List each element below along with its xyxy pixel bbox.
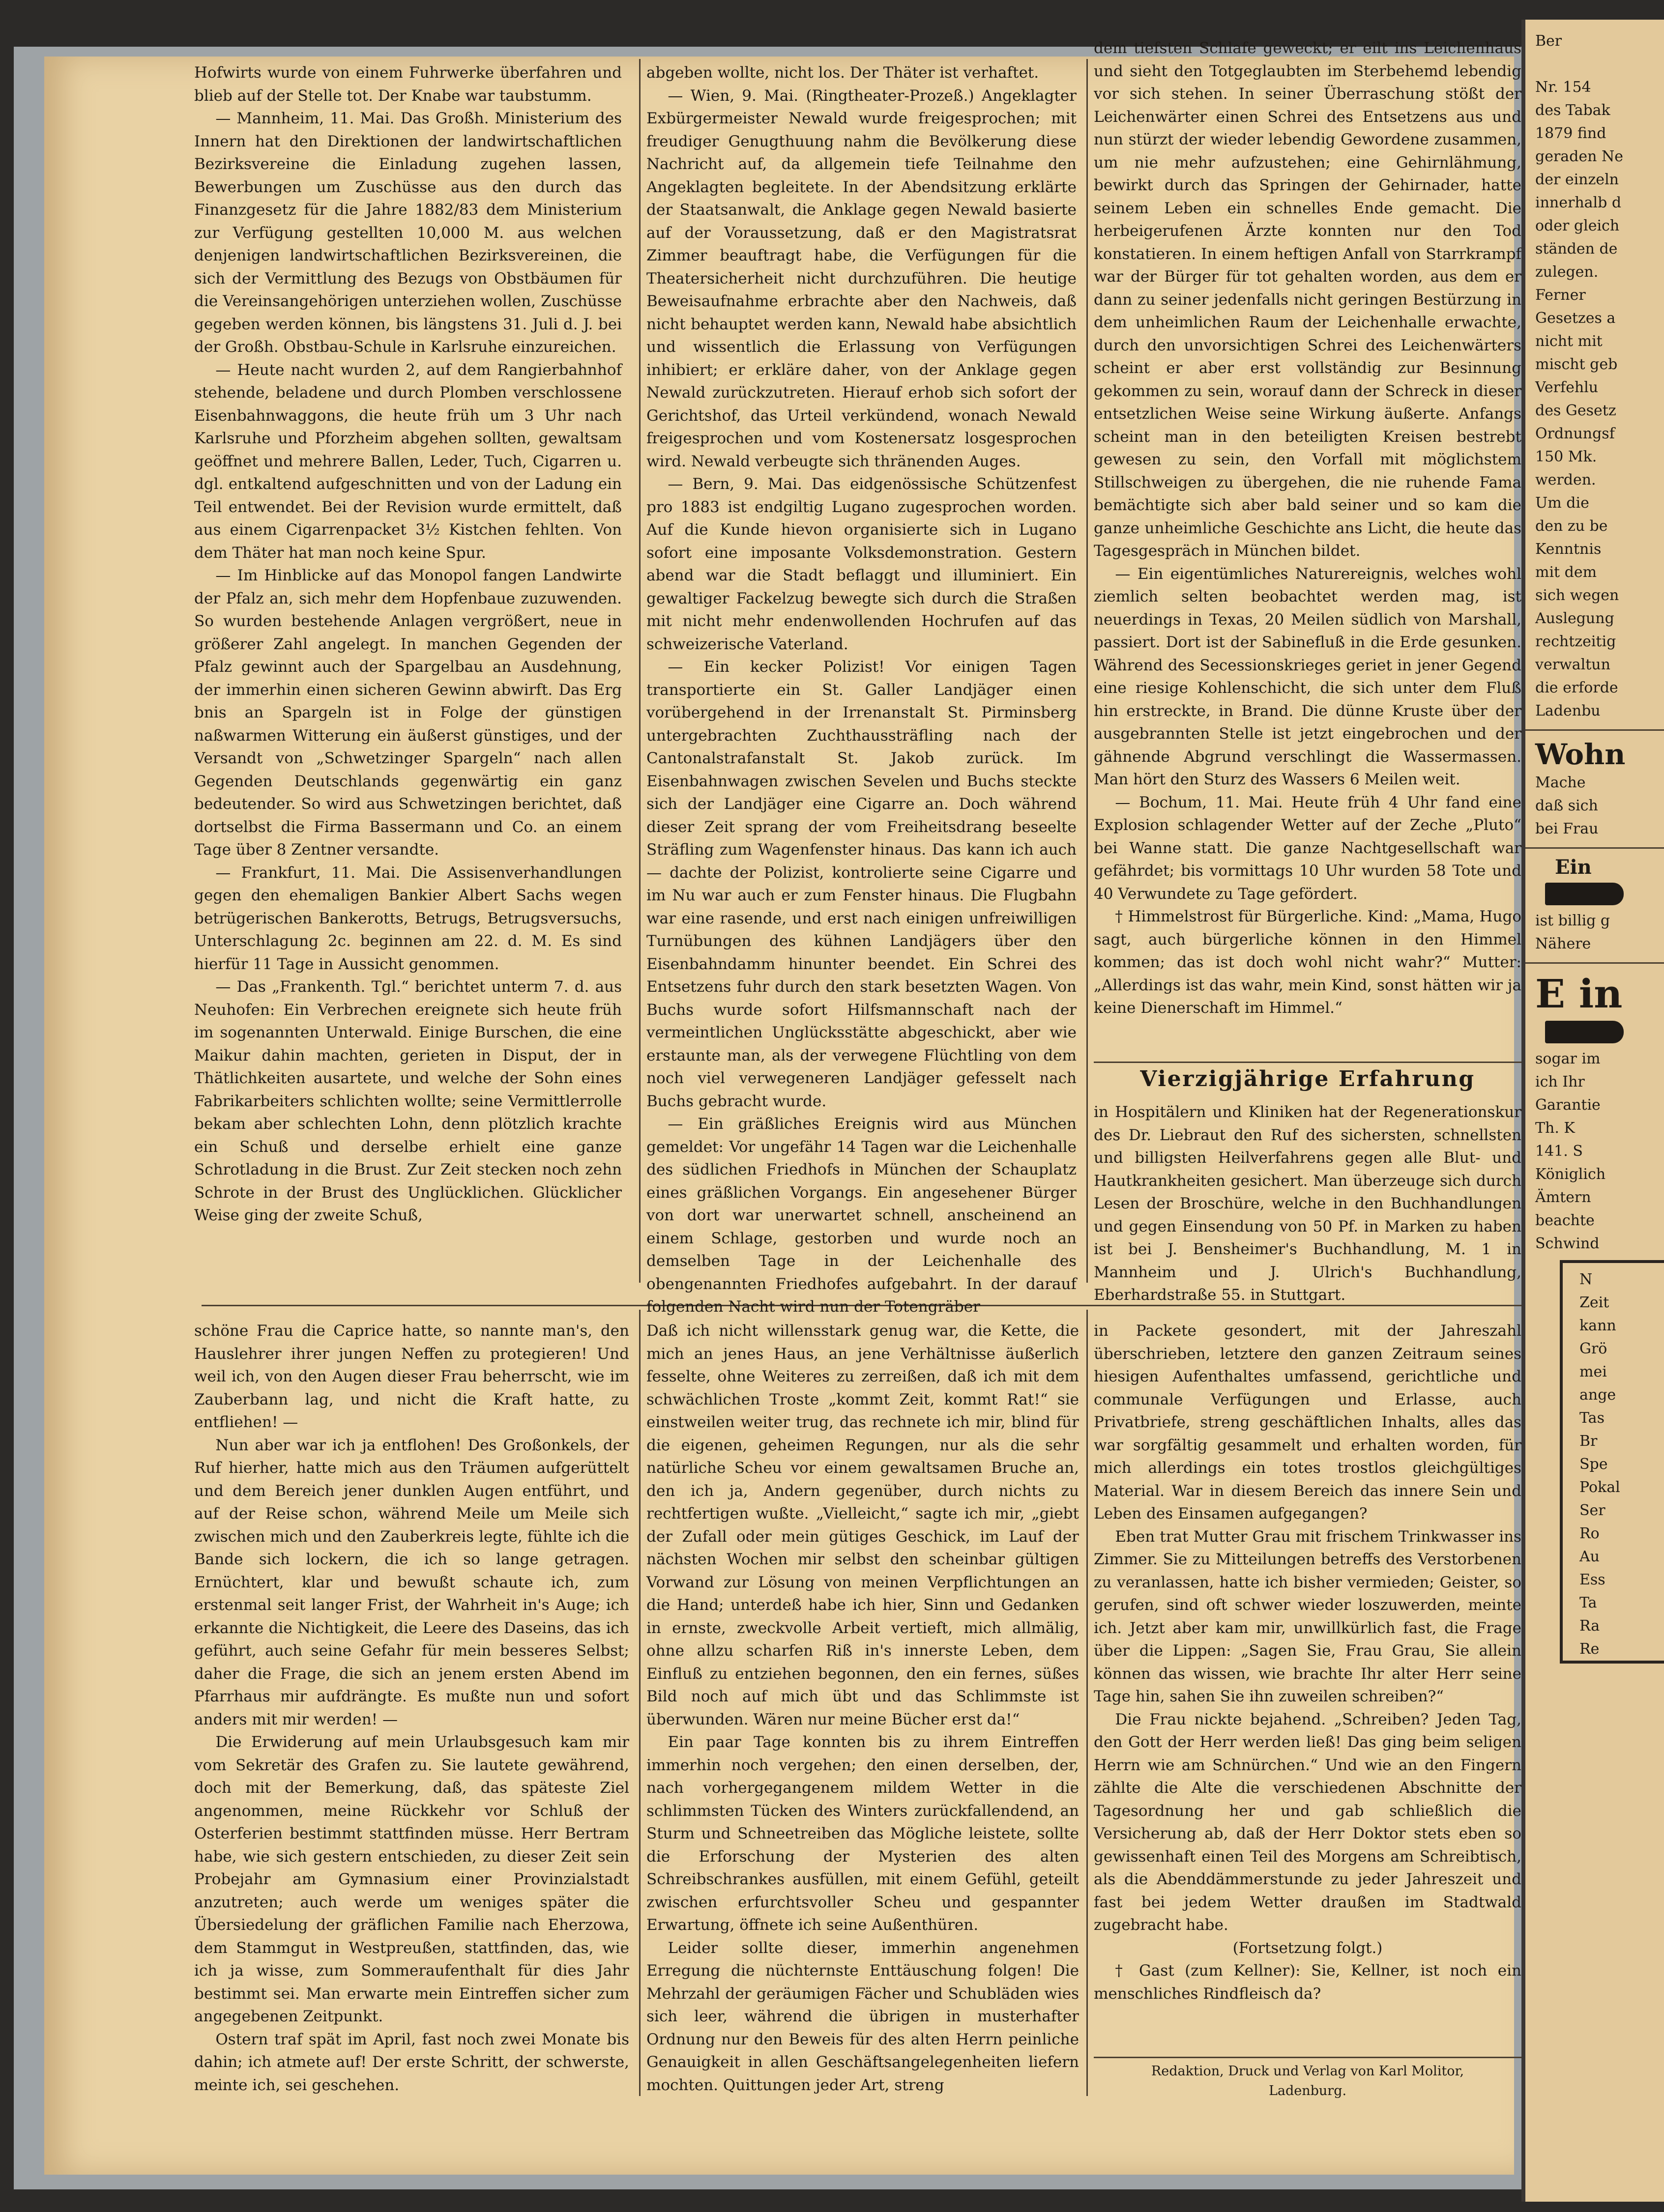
- adjacent-text-line: mei: [1579, 1363, 1607, 1380]
- adjacent-text-line: mischt geb: [1535, 356, 1618, 373]
- paragraph: † Himmelstrost für Bürgerliche. Kind: „Mama, Hugo sagt, auch bürgerliche können in den Himmel kommen; das ist doch wohl nicht wahr?“ Mutter: „Allerdings ist das wahr, mein Kind, sonst hätten wir ja keine Dienerschaft im Himmel.“: [1094, 908, 1521, 1017]
- paragraph: Die Erwiderung auf mein Urlaubsgesuch kam mir vom Sekretär des Grafen zu. Sie lautete gewährend, doch mit der Bemerkung, daß, das späteste Ziel angenommen, meine Rückkehr vor Schluß der Osterferien bestimmt stattfinden müsse. Herr Bertram habe, wie sich gestern entschieden, zu dieser Zeit sein Probejahr am Gymnasium einer Provinzialstadt anzutreten; auch werde um weniges später die Übersiedelung der gräflichen Familie nach Eherzowa, dem Stammgut in Westpreußen, stattfinden, das, wie ich ja wisse, zum Sommeraufenthalt für dies Jahr bestimmt sei. Man erwarte mein Eintreffen sicher zum angegebenen Zeitpunkt.: [194, 1733, 629, 2025]
- adjacent-text-line: Ferner: [1535, 287, 1586, 304]
- feuilleton-column-right: [1094, 1320, 1521, 2057]
- adjacent-text-line: geraden Ne: [1535, 148, 1624, 165]
- paragraph: schöne Frau die Caprice hatte, so nannte man's, den Hauslehrer ihrer jungen Neffen zu protegieren! Und weil ich, von den Augen dieser Frau beherrscht, wie im Zauberbann lag, und nicht die Kraft hatte, zu entfliehen! —: [194, 1322, 629, 1431]
- adjacent-text-line: innerhalb d: [1535, 194, 1622, 211]
- adjacent-text-line: bei Frau: [1535, 820, 1599, 837]
- paragraph: — Ein kecker Polizist! Vor einigen Tagen transportierte ein St. Galler Landjäger einen vorübergehend in der Irrenanstalt St. Pirminsberg untergebrachten Zuchthaussträfling nach der Cantonalstrafanstalt St. Jakob zurück. Im Eisenbahnwagen zwischen Sevelen und Buchs steckte sich der Landjäger eine Cigarre an. Doch während dieser Zeit sprang der vom Freiheitsdrang beseelte Sträfling zum Wagenfenster hinaus. Das kann ich auch — dachte der Polizist, kontrolierte seine Cigarre und im Nu war auch er zum Fenster hinaus. Die Flugbahn war eine rasende, und erst nach einigen unfreiwilligen Turnübungen des kühnen Landjägers über den Eisenbahndamm hinunter beendet. Ein Schrei des Entsetzens fuhr durch den stark besetzten Wagen. Von Buchs wurde sofort Hilfsmannschaft nach der vermeintlichen Unglücksstätte abgeschickt, aber wie erstaunte man, als der verwegene Flüchtling von dem noch viel verwegeneren Landjäger gefesselt nach Buchs gebracht wurde.: [646, 658, 1077, 1110]
- adjacent-page-top-lines: [1525, 29, 1664, 722]
- paragraph: abgeben wollte, nicht los. Der Thäter ist verhaftet.: [646, 64, 1039, 82]
- adjacent-text-line: Ser: [1579, 1502, 1606, 1519]
- paragraph: — Das „Frankenth. Tgl.“ berichtet unterm 7. d. aus Neuhofen: Ein Verbrechen ereignete sich heute früh im sogenannten Unterwald. Einige Burschen, die eine Maikur dahin machten, gerieten in Disput, der in Thätlichkeiten ausartete, und welche der Sohn eines Fabrikarbeiters schlichten wollte; seine Vermittlerrolle bekam aber schlechten Lohn, denn plötzlich krachte ein Schuß und derselbe erhielt eine ganze Schrotladung in die Brust. Zur Zeit stecken noch zehn Schrote in der Brust des Unglücklichen. Glücklicher Weise ging der zweite Schuß,: [194, 978, 622, 1224]
- paragraph: dem tiefsten Schlafe geweckt; er eilt ins Leichenhaus und sieht den Totgeglaubten im Sterbehemd lebendig vor sich stehen. In seiner Überraschung stößt der Leichenwärter einen Schrei des Entsetzens aus und nun stürzt der wieder lebendig Gewordene zusammen, um nie mehr aufzustehen; eine Gehirnlähmung, bewirkt durch das Springen der Gehirnader, hatte seinem Leben ein schnelles Ende gemacht. Die herbeigerufenen Ärzte konnten nur den Tod konstatieren. In einem heftigen Anfall von Starrkrampf war der Bürger für tot gehalten worden, aus dem er dann zu seiner jedenfalls nicht geringen Bestürzung in dem unheimlichen Raum der Leichenhalle erwachte, durch den unvorsichtigen Schrei des Leichenwärters scheint er aber erst vollständig zur Besinnung gekommen zu sein, worauf dann der Schreck in dieser entsetzlichen Weise seine Wirkung äußerte. Anfangs scheint man in den beteiligten Kreisen bestrebt gewesen zu sein, den Vorfall mit möglichstem Stillschweigen zu übergehen, die nie ruhende Fama bemächtigte sich aber bald seiner und so kam die ganze unheimliche Geschichte ans Licht, die heute das Tagesgespräch in München bildet.: [1094, 39, 1521, 560]
- paragraph: — Mannheim, 11. Mai. Das Großh. Ministerium des Innern hat den Direktionen der landwirtschaftlichen Bezirksvereine die Einladung zugehen lassen, Bewerbungen um Zuschüsse aus den durch das Finanzgesetz für die Jahre 1882/83 dem Ministerium zur Verfügung gestellten 10,000 M. aus welchen denjenigen landwirtschaftlichen Bezirksvereinen, die sich der Vermittlung des Bezugs von Obstbäumen für die Vereinsangehörigen unterziehen wollen, Zuschüsse gegeben werden können, bis längstens 31. Juli d. J. bei der Großh. Obstbau-Schule in Karlsruhe einzureichen.: [194, 110, 622, 356]
- adjacent-text-line: Ra: [1579, 1617, 1600, 1635]
- adjacent-text-line: Ber: [1535, 32, 1562, 50]
- paragraph: — Ein eigentümliches Naturereignis, welches wohl ziemlich selten beobachtet werden mag, ist neuerdings in Texas, 20 Meilen südlich von Marshall, passiert. Dort ist der Sabinefluß in die Erde gesunken. Während des Secessionskrieges geriet in jener Gegend eine riesige Kohlenschicht, die sich unter dem Fluß hin erstreckte, in Brand. Die dünne Kruste über der ausgebrannten Stelle ist jetzt eingebrochen und der gähnende Abgrund verschlingt die Wassermassen. Man hört den Sturz des Wassers 6 Meilen weit.: [1094, 565, 1521, 788]
- adjacent-text-line: Mache: [1535, 774, 1586, 791]
- adjacent-text-line: kann: [1579, 1317, 1616, 1334]
- imprint: [1094, 2062, 1521, 2101]
- adjacent-text-line: oder gleich: [1535, 217, 1620, 234]
- adjacent-text-line: Um die: [1535, 494, 1589, 512]
- adjacent-rule-3: [1525, 962, 1664, 964]
- adjacent-text-line: Auslegung: [1535, 610, 1614, 627]
- adjacent-ad-lines-3: [1525, 909, 1664, 955]
- adjacent-text-line: den zu be: [1535, 517, 1608, 535]
- adjacent-text-line: der einzeln: [1535, 171, 1619, 188]
- adjacent-text-line: Ta: [1579, 1594, 1597, 1611]
- adjacent-text-line: sogar im: [1535, 1050, 1601, 1067]
- adjacent-text-line: Gesetzes a: [1535, 310, 1616, 327]
- adjacent-text-line: ich Ihr: [1535, 1073, 1585, 1091]
- column-rule-3: [639, 1310, 641, 2096]
- adjacent-text-line: sich wegen: [1535, 587, 1619, 604]
- adjacent-text-line: 150 Mk.: [1535, 448, 1597, 465]
- adjacent-text-line: die erforde: [1535, 679, 1618, 696]
- adjacent-text-line: daß sich: [1535, 797, 1598, 814]
- adjacent-text-line: Th. K: [1535, 1120, 1575, 1137]
- adjacent-text-line: Nr. 154: [1535, 79, 1591, 96]
- adjacent-text-line: Ro: [1579, 1525, 1600, 1542]
- adjacent-text-line: ange: [1579, 1386, 1616, 1404]
- adjacent-text-line: Garantie: [1535, 1096, 1601, 1114]
- adjacent-ad-heading-2: Ein: [1555, 856, 1592, 879]
- adjacent-page: [1521, 20, 1664, 2202]
- paragraph: — Frankfurt, 11. Mai. Die Assisenverhandlungen gegen den ehemaligen Bankier Albert Sachs wegen betrügerischen Bankerotts, Betrugs, Betrugsversuchs, Unterschlagung 2c. beginnen am 22. d. M. Es sind hierfür 11 Tage in Aussicht genommen.: [194, 863, 622, 973]
- article-column-upper-middle: [646, 61, 1077, 1316]
- ad-top-rule: [1094, 1062, 1521, 1063]
- paragraph: — Ein gräßliches Ereignis wird aus München gemeldet: Vor ungefähr 14 Tagen war die Leichenhalle des südlichen Friedhofs in München der Schauplatz eines gräßlichen Vorgangs. Ein angesehener Bürger von dort war unerwartet schnell, anscheinend an einem Schlage, gestorben und wurde noch an demselben Tage in der Leichenhalle des obengenannten Friedhofes aufgebahrt. In der darauf folgenden Nacht wird nun der Totengräber: [646, 1115, 1077, 1316]
- paragraph: Daß ich nicht willensstark genug war, die Kette, die mich an jenes Haus, an jene Verhältnisse äußerlich fesselte, ohne Weiteres zu zerreißen, daß ich mit dem schwächlichen Troste „kommt Zeit, kommt Rat!“ sie einstweilen weiter trug, das rechnete ich mir, blind für die eigenen, geheimen Regungen, nur als die sehr natürliche Scheu vor einem gewaltsamen Bruche an, den ich ja, Andern gegenüber, durch nichts zu rechtfertigen wußte. „Vielleicht,“ sagte ich mir, „giebt der Zufall oder mein gütiges Geschick, im Lauf der nächsten Wochen mir selbst den scheinbar gültigen Vorwand zur Lösung von meinen Verpflichtungen an die Hand; unterdeß habe ich hier, Sinn und Gedanken in ernste, zweckvolle Arbeit vertieft, mich allmälig, ohne allzu scharfen Riß in's innerste Leben, dem Einfluß zu entziehen begonnen, den ein fernes, süßes Bild noch auf mich übt und das Schlimmste ist überwunden. Wären nur meine Bücher erst da!“: [646, 1322, 1079, 1728]
- adjacent-text-line: Au: [1579, 1548, 1600, 1565]
- paragraph: in Packete gesondert, mit der Jahreszahl überschrieben, letztere den ganzen Zeitraum seines hiesigen Aufenthaltes umfassend, gerichtliche und communale Verfügungen und Erlasse, auch Privatbriefe, streng geschäftlichen Inhalts, alles das war sorgfältig gesammelt und erhalten worden, für mich allerdings ein totes trostlos gleichgültiges Material. War in diesem Bereich das innere Sein und Leben des Einsamen aufgegangen?: [1094, 1322, 1521, 1523]
- adjacent-text-line: Ess: [1579, 1571, 1606, 1588]
- paragraph: Ostern traf spät im April, fast noch zwei Monate bis dahin; ich atmete auf! Der erste Schritt, der schwerste, meinte ich, sei geschehen.: [194, 2030, 629, 2094]
- adjacent-text-line: Schwind: [1535, 1235, 1600, 1252]
- feuilleton-column-middle: [646, 1320, 1079, 2111]
- paragraph: Leider sollte dieser, immerhin angenehmen Erregung die nüchternste Enttäuschung folgen! Die Mehrzahl der geräumigen Fächer und Schubläden wies sich leer, während die übrigen in musterhafter Ordnung nur den Beweis für des alten Herrn peinliche Genauigkeit in allen Geschäftsangelegenheiten liefern mochten. Quittungen jeder Art, streng: [646, 1939, 1079, 2094]
- adjacent-text-line: Grö: [1579, 1340, 1607, 1357]
- column-rule-4: [1086, 1310, 1088, 2096]
- article-column-upper-left: [194, 61, 622, 1302]
- adjacent-ad-heading-3: E in: [1535, 971, 1623, 1017]
- adjacent-text-line: rechtzeitig: [1535, 633, 1616, 650]
- adjacent-text-line: Kenntnis: [1535, 541, 1602, 558]
- adjacent-text-line: verwaltun: [1535, 656, 1610, 673]
- adjacent-text-line: Ladenbu: [1535, 702, 1601, 719]
- adjacent-rule-1: [1525, 729, 1664, 731]
- imprint-line-1: Redaktion, Druck und Verlag von Karl Molitor,: [1151, 2064, 1464, 2079]
- paragraph: — Im Hinblicke auf das Monopol fangen Landwirte der Pfalz an, sich mehr dem Hopfenbaue zuzuwenden. So wurden bestehende Anlagen vergrößert, neue in größerer Zahl angelegt. In manchen Gegenden der Pfalz gewinnt auch der Spargelbau an Ausdehnung, der immerhin einen sicheren Gewinn abwirft. Das Erg bnis an Spargeln ist in Folge der günstigen naßwarmen Witterung ein äußerst günstiges, und der Versandt von „Schwetzinger Spargeln“ nach allen Gegenden Deutschlands gegenwärtig ein ganz bedeutender. So wird aus Schwetzingen berichtet, daß dortselbst die Firma Bassermann und Co. an einem Tage über 8 Zentner versandte.: [194, 567, 622, 859]
- adjacent-text-line: mit dem: [1535, 564, 1597, 581]
- adjacent-text-line: Spe: [1579, 1456, 1608, 1473]
- paragraph: — Bochum, 11. Mai. Heute früh 4 Uhr fand eine Explosion schlagender Wetter auf der Zeche „Pluto“ bei Wanne statt. Die ganze Nachtgesellschaft war gefährdet; bis vormittags 10 Uhr wurden 58 Tote und 40 Verwundete zu Tage gefördert.: [1094, 793, 1521, 903]
- paragraph: Eben trat Mutter Grau mit frischem Trinkwasser ins Zimmer. Sie zu Mitteilungen betreffs des Verstorbenen zu veranlassen, hatte ich bisher vermieden; Geister, so gerufen, sind oft schwer wieder loszuwerden, meinte ich. Jetzt aber kam mir, unwillkürlich fast, die Frage über die Lippen: „Sagen Sie, Frau Grau, Sie allein können das wissen, wie brachte Ihr alter Herr seine Tage hin, sahen Sie ihn zuweilen schreiben?“: [1094, 1527, 1521, 1705]
- adjacent-text-line: ist billig g: [1535, 912, 1610, 929]
- adjacent-text-line: Pokal: [1579, 1479, 1620, 1496]
- adjacent-text-line: beachte: [1535, 1212, 1595, 1229]
- adjacent-text-line: [1525, 53, 1664, 76]
- paragraph: Nun aber war ich ja entflohen! Des Großonkels, der Ruf hierher, hatte mich aus den Träumen aufgerüttelt und dem Bereich jener dunklen Augen entführt, und auf der Reise schon, während Meile um Meile sich zwischen mich und den Zauberkreis legte, fühlte ich die Bande sich lockern, die ich so lange getragen. Ernüchtert, klar und bewußt schaute ich, zum erstenmal seit langer Frist, der Wahrheit in's Auge; ich erkannte die Nichtigkeit, die Leere des Daseins, das ich geführt, auch seine Gefahr für mein besseres Selbst; daher die Frage, die sich an jenem ersten Abend im Pfarrhaus mir aufdrängte. Es mußte nun und sofort anders mit mir werden! —: [194, 1436, 629, 1728]
- imprint-rule: [1094, 2057, 1521, 2058]
- ad-title: Vierzigjährige Erfahrung: [1140, 1066, 1475, 1092]
- adjacent-ad-lines-1: [1525, 771, 1664, 840]
- adjacent-text-line: werden.: [1535, 471, 1596, 488]
- adjacent-text-line: Zeit: [1579, 1294, 1609, 1311]
- adjacent-text-line: Ämtern: [1535, 1189, 1591, 1206]
- adjacent-text-line: Re: [1579, 1640, 1600, 1658]
- feuilleton-column-left: [194, 1320, 629, 2111]
- adjacent-text-line: 1879 find: [1535, 125, 1606, 142]
- adjacent-ad-heading-1: Wohn: [1535, 738, 1626, 771]
- adjacent-text-line: des Tabak: [1535, 102, 1610, 119]
- adjacent-text-line: Verfehlu: [1535, 379, 1599, 396]
- paragraph: Hofwirts wurde von einem Fuhrwerke überfahren und blieb auf der Stelle tot. Der Knabe war taubstumm.: [194, 64, 622, 105]
- paragraph: — Bern, 9. Mai. Das eidgenössische Schützenfest pro 1883 ist endgiltig Lugano zugesprochen worden. Auf die Kunde hievon organisierte sich in Lugano sofort eine imposante Volksdemonstration. Gestern abend war die Stadt beflaggt und illuminiert. Ein gewaltiger Fackelzug bewegte sich durch die Straßen mit nicht mehr endenwollenden Hochrufen auf das schweizerische Vaterland.: [646, 475, 1077, 653]
- column-rule-1: [639, 59, 641, 1283]
- adjacent-text-line: Nähere: [1535, 935, 1591, 952]
- adjacent-text-line: Tas: [1579, 1409, 1605, 1427]
- article-column-upper-right: [1094, 37, 1521, 1059]
- pointing-hand-icon-2: [1545, 1021, 1624, 1043]
- paragraph: Die Frau nickte bejahend. „Schreiben? Jeden Tag, den Gott der Herr werden ließ! Das ging beim seligen Herrn wie am Schnürchen.“ Und wie an den Fingern zählte die Alte die verschiedenen Abschnitte der Tagesordnung her und gab schließlich die Versicherung ab, daß der Herr Doktor stets eben so gewissenhaft einen Teil des Morgens am Schreibtisch, als die Abenddämmerstunde zu jeder Jahreszeit und fast bei jedem Wetter draußen im Stadtwald zugebracht habe.: [1094, 1710, 1521, 1934]
- adjacent-text-line: Ordnungsf: [1535, 425, 1615, 442]
- adjacent-text-line: ständen de: [1535, 240, 1618, 258]
- adjacent-text-line: 141. S: [1535, 1143, 1583, 1160]
- paragraph: † Gast (zum Kellner): Sie, Kellner, ist noch ein menschliches Rindfleisch da?: [1094, 1962, 1521, 2003]
- column-rule-2: [1086, 59, 1088, 1283]
- paragraph: — Heute nacht wurden 2, auf dem Rangierbahnhof stehende, beladene und durch Plomben verschlossene Eisenbahnwaggons, die heute früh um 3 Uhr nach Karlsruhe und Pforzheim abgehen sollten, gewaltsam geöffnet und mehrere Ballen, Leder, Tuch, Cigarren u. dgl. entkaltend aufgeschnitten und von der Ladung ein Teil entwendet. Bei der Revision wurde ermittelt, daß aus einem Cigarrenpacket 3½ Kistchen fehlten. Von dem Thäter hat man noch keine Spur.: [194, 361, 622, 562]
- imprint-line-2: Ladenburg.: [1268, 2083, 1347, 2098]
- adjacent-text-line: Königlich: [1535, 1166, 1606, 1183]
- adjacent-text-line: nicht mit: [1535, 333, 1603, 350]
- ad-body: in Hospitälern und Kliniken hat der Regenerationskur des Dr. Liebraut den Ruf des sichersten, schnellsten und billigsten Heilverfahrens gegen alle Blut- und Hautkrankheiten gesichert. Man überzeuge sich durch Lesen der Broschüre, welche in den Buchhandlungen und gegen Einsendung von 50 Pf. in Marken zu haben ist bei J. Bensheimer's Buchhandlung, M. 1 in Mannheim und J. Ulrich's Buchhandlung, Eberhardstraße 55. in Stuttgart.: [1094, 1103, 1521, 1304]
- adjacent-boxed-ad: [1560, 1260, 1664, 1664]
- adjacent-ad-lines-4: [1525, 1047, 1664, 1255]
- paragraph: (Fortsetzung folgt.): [1232, 1939, 1383, 1957]
- adjacent-text-line: N: [1579, 1271, 1593, 1288]
- adjacent-text-line: Br: [1579, 1433, 1598, 1450]
- adjacent-rule-2: [1525, 847, 1664, 849]
- paragraph: — Wien, 9. Mai. (Ringtheater-Prozeß.) Angeklagter Exbürgermeister Newald wurde freigesprochen; mit freudiger Genugthuung nahm die Bevölkerung diese Nachricht auf, da allgemein tiefe Teilnahme den Angeklagten begleitete. In der Abendsitzung erklärte der Staatsanwalt, die Anklage gegen Newald basierte auf der Voraussetzung, daß er den Magistratsrat Zimmer beauftragt habe, die Verfügungen für die Theatersicherheit nicht durchzuführen. Die heutige Beweisaufnahme erbrachte aber den Nachweis, daß nicht behauptet werden kann, Newald habe absichtlich und wissentlich die Erlassung von Verfügungen inhibiert; er erkläre daher, von der Anklage gegen Newald zurückzutreten. Hierauf erhob sich sofort der Gerichtshof, das Urteil verkündend, wonach Newald freigesprochen und vom Kostenersatz losgesprochen wird. Newald verbeugte sich thränenden Auges.: [646, 86, 1077, 470]
- adjacent-text-line: zulegen.: [1535, 263, 1599, 281]
- pointing-hand-icon: [1545, 883, 1624, 905]
- adjacent-text-line: des Gesetz: [1535, 402, 1616, 419]
- paragraph: Ein paar Tage konnten bis zu ihrem Eintreffen immerhin noch vergehen; den einen derselben, der, nach vorhergegangenem mildem Wetter in die schlimmsten Tücken des Winters zurückfallendend, an Sturm und Schneetreiben das Mögliche leistete, sollte die Erforschung der Mysterien des alten Schreibschrankes ausfüllen, mit einem Gefühl, geteilt zwischen erfurchtsvoller Scheu und gespannter Erwartung, öffnete ich seine Außenthüren.: [646, 1733, 1079, 1934]
